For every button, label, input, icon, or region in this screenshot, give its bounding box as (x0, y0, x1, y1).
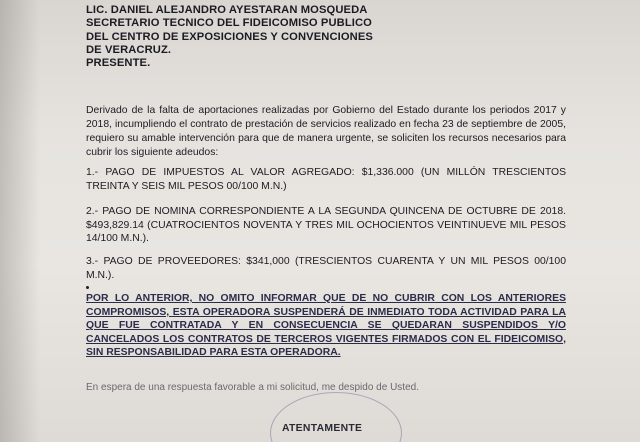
addressee-name: LIC. DANIEL ALEJANDRO AYESTARAN MOSQUEDA (86, 4, 368, 16)
debt-item-3: 3.- PAGO DE PROVEEDORES: $341,000 (TRESCIENTOS CUARENTA Y UN MIL PESOS 00/100 M.N.). (86, 256, 566, 281)
addressee-block (86, 4, 373, 70)
debt-item-1: 1.- PAGO DE IMPUESTOS AL VALOR AGREGADO: $1,336.000 (UN MILLÓN TRESCIENTOS TREINTA Y SEIS MIL PESOS 00/100 M.N.) (86, 167, 566, 192)
bullet-mark (86, 286, 89, 289)
signoff-label: ATENTAMENTE (282, 423, 363, 434)
body-paragraph: Derivado de la falta de aportaciones realizadas por Gobierno del Estado durante los periodos 2017 y 2018, incumpliendo el contrato de prestación de servicios realizado en fecha 23 de septiembre de 2005, requiero su amable intervención para que de manera urgente, se soliciten los recursos necesarios para cubrir los siguiente adeudos: (86, 105, 566, 158)
closing-line: En espera de una respuesta favorable a mi solicitud, me despido de Usted. (86, 382, 419, 393)
debt-item-2: 2.- PAGO DE NOMINA CORRESPONDIENTE A LA SEGUNDA QUINCENA DE OCTUBRE DE 2018. $493,829.14 (CUATROCIENTOS NOVENTA Y TRES MIL OCHOCIENTOS VEINTINUEVE MIL PESOS 14/100 M.N.). (86, 206, 566, 245)
stamp-seal (270, 392, 402, 442)
addressee-organization: DEL CENTRO DE EXPOSICIONES Y CONVENCIONES (86, 30, 373, 43)
warning-paragraph: POR LO ANTERIOR, NO OMITO INFORMAR QUE DE NO CUBRIR CON LOS ANTERIORES COMPROMISOS, ESTA OPERADORA SUSPENDERÁ DE INMEDIATO TODA ACTIVIDAD PARA LA QUE FUE CONTRATADA Y EN CONSECUENCIA SE QUEDARAN SUSPENDIDOS Y/O CANCELADOS LOS CONTRATOS DE TERCEROS VIGENTES FIRMADOS CON EL FIDEICOMISO, SIN RESPONSABILIDAD PARA ESTA OPERADORA. (86, 293, 566, 359)
addressee-title: SECRETARIO TECNICO DEL FIDEICOMISO PUBLICO (86, 17, 372, 30)
addressee-presente: PRESENTE. (86, 57, 151, 70)
addressee-location: DE VERACRUZ. (86, 43, 172, 56)
